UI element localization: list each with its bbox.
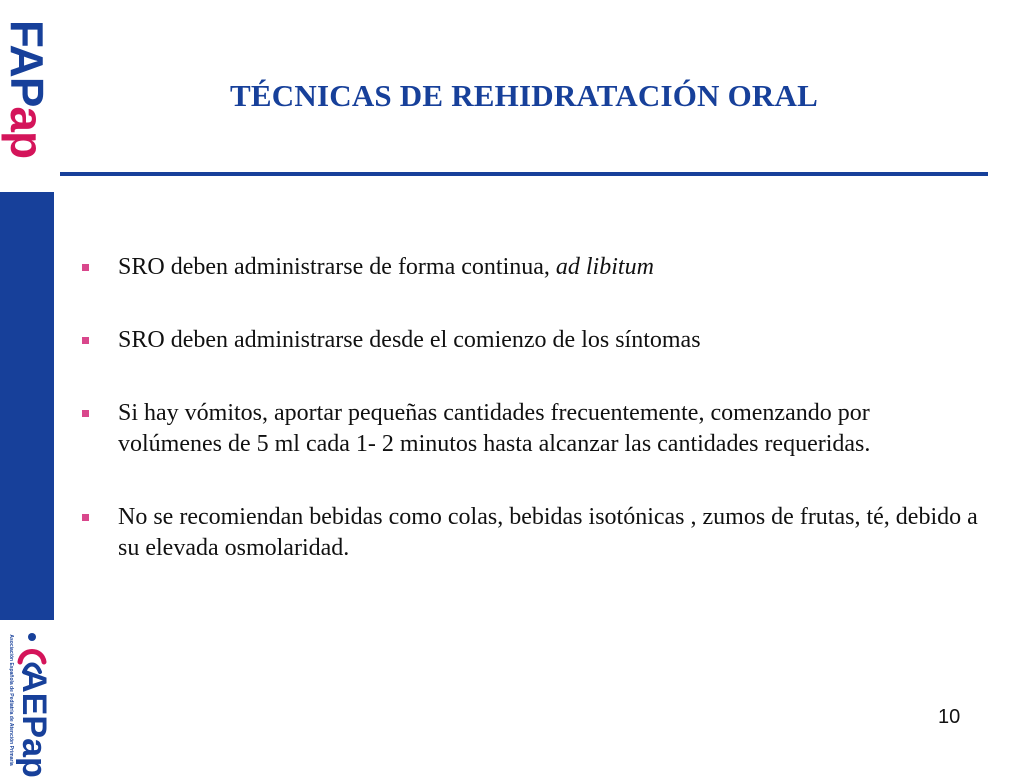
bullet-square-icon	[82, 514, 89, 521]
slide-title: TÉCNICAS DE REHIDRATACIÓN ORAL	[230, 78, 818, 113]
bullet-square-icon	[82, 264, 89, 271]
bullet-emphasis: ad libitum	[555, 254, 654, 280]
bullet-item	[78, 252, 978, 283]
title-divider	[60, 172, 988, 176]
bullet-text: No se recomiendan bebidas como colas, bebidas isotónicas , zumos de frutas, té, debido a su elevada osmolaridad.	[118, 504, 978, 561]
brand-sidebar	[0, 0, 54, 778]
bullet-text: SRO deben administrarse desde el comienzo de los síntomas	[118, 327, 701, 353]
fapap-logo-ap: ap	[1, 106, 53, 159]
bullet-square-icon	[82, 337, 89, 344]
bullet-item	[78, 325, 978, 356]
bullet-item	[78, 398, 978, 460]
blue-band	[0, 192, 54, 620]
fapap-logo-p: P	[1, 76, 53, 107]
fapap-logo-fa: FA	[1, 19, 53, 77]
bullet-square-icon	[82, 410, 89, 417]
aepap-tagline: Asociación Española de Pediatría de Atención Primaria	[8, 634, 14, 766]
bullet-list	[78, 252, 978, 564]
bullet-text: Si hay vómitos, aportar pequeñas cantidades frecuentemente, comenzando por volúmenes de 5 ml cada 1- 2 minutos hasta alcanzar las cantidades requeridas.	[118, 400, 871, 457]
bullet-text: SRO deben administrarse de forma continua,	[118, 254, 556, 280]
aepap-logo	[0, 628, 54, 778]
page-number: 10	[938, 706, 961, 728]
aepap-wordmark: AEPap	[15, 668, 53, 778]
bullet-item	[78, 502, 978, 564]
fapap-logo	[2, 14, 52, 164]
